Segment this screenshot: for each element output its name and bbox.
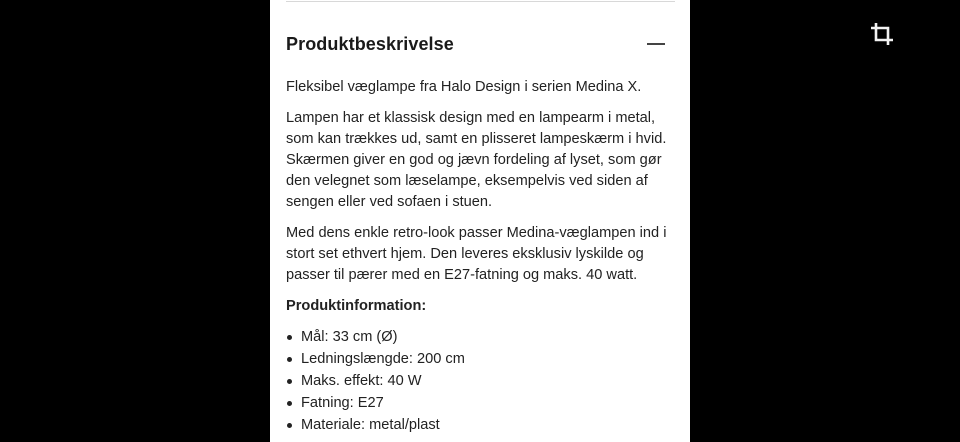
accordion-header[interactable] xyxy=(286,30,674,58)
section-divider xyxy=(286,1,675,2)
crop-icon[interactable] xyxy=(869,21,895,47)
description-paragraph: Med dens enkle retro-look passer Medina-væglampen ind i stort set ethvert hjem. Den leveres eksklusiv lyskilde og passer til pærer med en E27-fatning og maks. 40 watt. xyxy=(286,225,667,283)
bullet-icon xyxy=(287,379,292,384)
description-content xyxy=(286,77,676,437)
bullet-icon xyxy=(287,423,292,428)
bullet-icon xyxy=(287,357,292,362)
description-paragraph: Lampen har et klassisk design med en lampearm i metal, som kan trækkes ud, samt en plisseret lampeskærm i hvid. Skærmen giver en god og jævn fordeling af lyset, som gør den velegnet som læselampe, eksempelvis ved siden af sengen eller ved sofaen i stuen. xyxy=(286,110,667,210)
description-paragraph: Fleksibel væglampe fra Halo Design i serien Medina X. xyxy=(286,79,642,95)
minus-icon xyxy=(647,43,665,45)
list-item: Ledningslængde: 200 cm xyxy=(286,349,676,371)
list-item: Maks. effekt: 40 W xyxy=(286,371,676,393)
product-info-list xyxy=(286,327,676,437)
bullet-icon xyxy=(287,401,292,406)
list-item: Mål: 33 cm (Ø) xyxy=(286,327,676,349)
product-description-panel xyxy=(270,0,690,442)
list-item: Fatning: E27 xyxy=(286,393,676,415)
product-info-heading: Produktinformation: xyxy=(286,298,427,314)
bullet-icon xyxy=(287,335,292,340)
section-title: Produktbeskrivelse xyxy=(286,33,454,54)
collapse-button[interactable] xyxy=(644,32,668,56)
list-item: Materiale: metal/plast xyxy=(286,415,676,437)
